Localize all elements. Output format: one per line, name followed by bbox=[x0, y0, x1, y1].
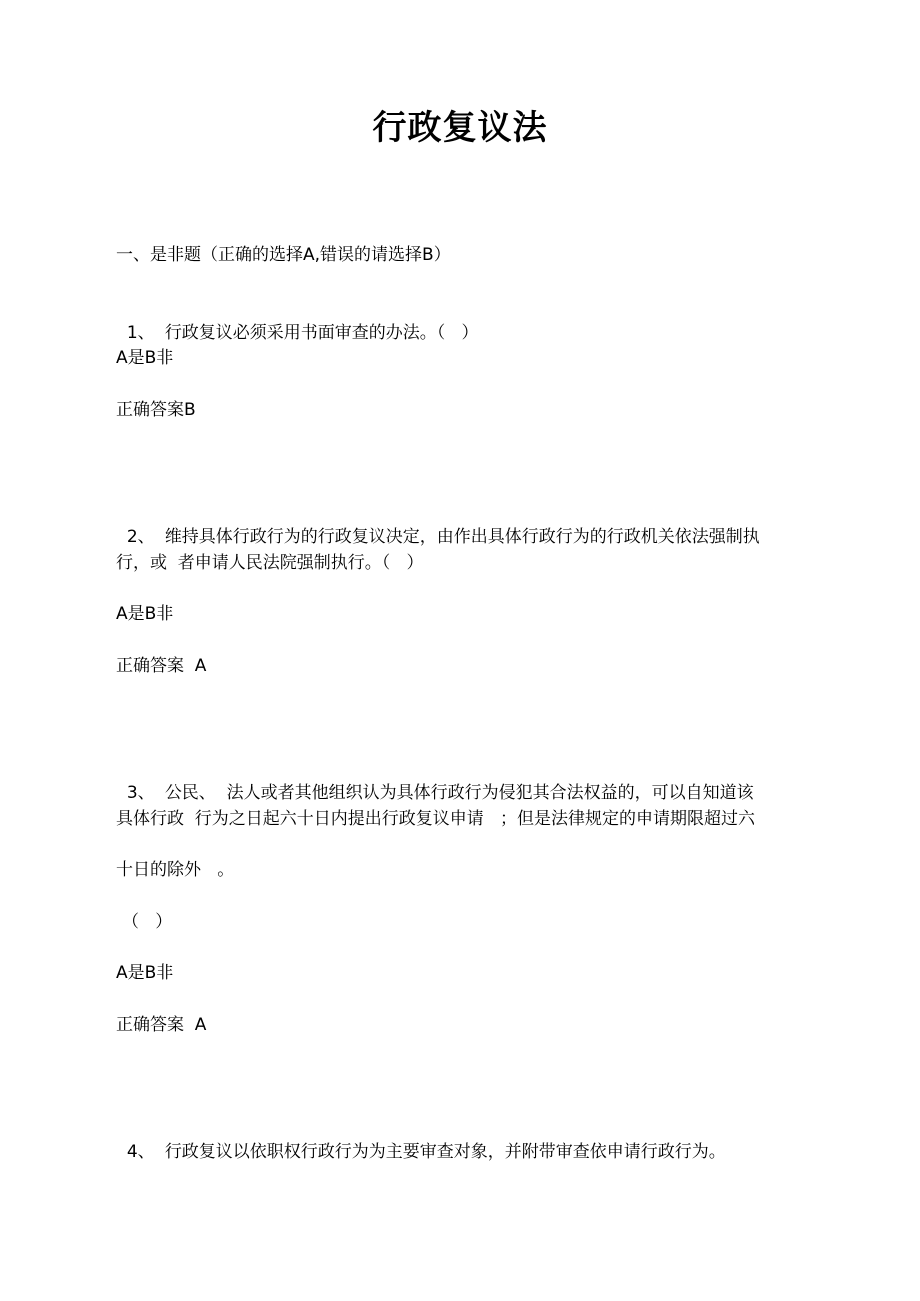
question-3-continuation: 十日的除外 。 bbox=[116, 860, 235, 880]
question-3-continuation: 具体行政 行为之日起六十日内提出行政复议申请 ；但是法律规定的申请期限超过六 bbox=[116, 809, 756, 829]
question-number: 1、 bbox=[126, 323, 155, 343]
question-number: 4、 bbox=[126, 1142, 155, 1162]
question-text: 行政复议必须采用书面审查的办法。（ ） bbox=[164, 323, 479, 343]
question-1-answer: 正确答案B bbox=[116, 400, 196, 420]
question-number: 2、 bbox=[126, 527, 155, 547]
question-text: 公民、 法人或者其他组织认为具体行政行为侵犯其合法权益的，可以自知道该 bbox=[164, 783, 754, 803]
question-3-blank: （ ） bbox=[122, 912, 173, 932]
question-2-answer: 正确答案 A bbox=[116, 656, 207, 676]
question-text: 维持具体行政行为的行政复议决定，由作出具体行政行为的行政机关依法强制执 bbox=[164, 527, 760, 547]
question-1-options: A是B非 bbox=[116, 348, 174, 368]
question-2-options: A是B非 bbox=[116, 604, 174, 624]
section-heading: 一、是非题（正确的选择A,错误的请选择B） bbox=[116, 245, 451, 265]
page-title: 行政复议法 bbox=[372, 108, 548, 148]
question-4 bbox=[116, 1113, 726, 1165]
question-2 bbox=[116, 498, 760, 550]
question-text: 行政复议以依职权行政行为为主要审查对象，并附带审查依申请行政行为。 bbox=[164, 1142, 726, 1162]
question-3-answer: 正确答案 A bbox=[116, 1015, 207, 1035]
question-2-continuation: 行，或 者申请人民法院强制执行。（ ） bbox=[116, 553, 424, 573]
question-3-options: A是B非 bbox=[116, 963, 174, 983]
question-number: 3、 bbox=[126, 783, 155, 803]
question-1 bbox=[116, 294, 479, 346]
question-3 bbox=[116, 754, 754, 806]
